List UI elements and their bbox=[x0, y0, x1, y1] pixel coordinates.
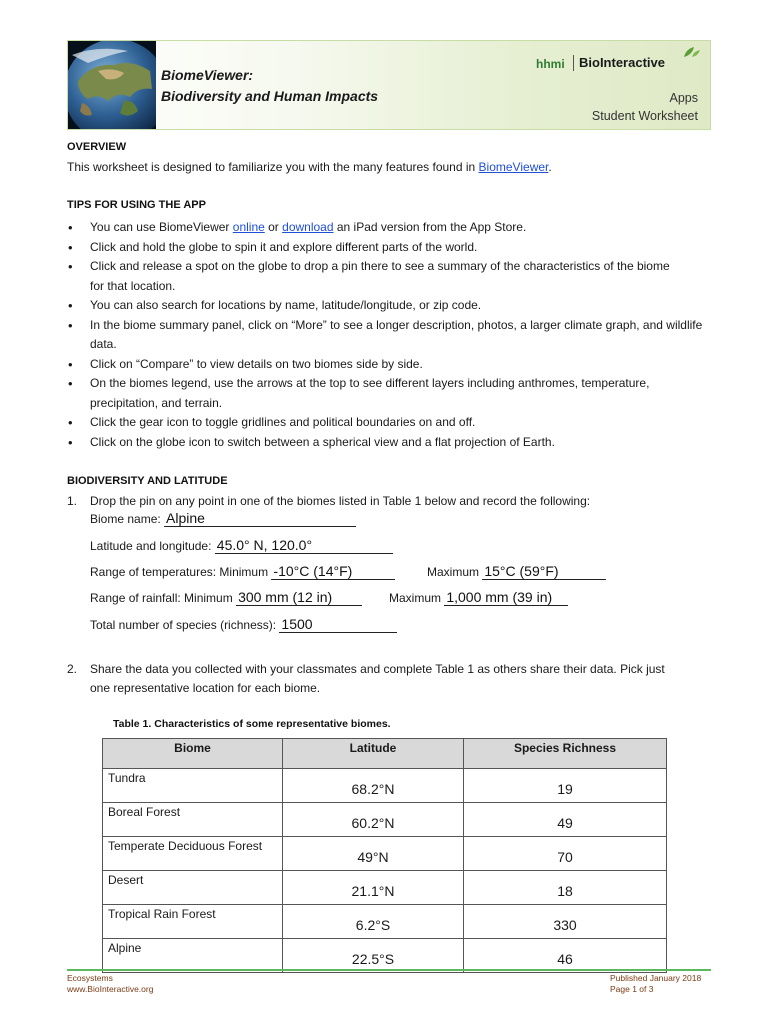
cell-latitude[interactable]: 22.5°S bbox=[283, 939, 464, 973]
footer-divider bbox=[67, 969, 711, 971]
logo-hhmi: hhmi bbox=[536, 57, 565, 71]
footer-website: www.BioInteractive.org bbox=[67, 984, 154, 994]
cell-biome: Tundra bbox=[103, 769, 283, 803]
temp-min-answer[interactable]: -10°C (14°F) bbox=[271, 563, 395, 580]
globe-image bbox=[68, 41, 156, 129]
cell-richness[interactable]: 70 bbox=[464, 837, 667, 871]
rain-min-label: Range of rainfall: Minimum bbox=[90, 591, 237, 605]
cell-latitude[interactable]: 21.1°N bbox=[283, 871, 464, 905]
cell-biome: Tropical Rain Forest bbox=[103, 905, 283, 939]
cell-biome: Temperate Deciduous Forest bbox=[103, 837, 283, 871]
table-row bbox=[103, 871, 667, 905]
table-caption: Table 1. Characteristics of some representative biomes. bbox=[113, 718, 391, 730]
species-row bbox=[90, 616, 397, 633]
latlon-label: Latitude and longitude: bbox=[90, 539, 215, 553]
rain-max-label: Maximum bbox=[389, 591, 445, 605]
header-subtitle bbox=[592, 89, 698, 125]
tip-item: • You can also search for locations by name, latitude/longitude, or zip code. bbox=[67, 296, 717, 316]
table-row bbox=[103, 837, 667, 871]
online-link[interactable]: online bbox=[232, 220, 265, 234]
cell-richness[interactable]: 18 bbox=[464, 871, 667, 905]
title-line-1: BiomeViewer: bbox=[161, 67, 254, 83]
overview-text-before: This worksheet is designed to familiarize you with the many features found in bbox=[67, 160, 479, 174]
cell-biome: Desert bbox=[103, 871, 283, 905]
tip-item: • Click on the globe icon to switch between a spherical view and a flat projection of Earth. bbox=[67, 433, 717, 453]
overview-text-after: . bbox=[548, 160, 552, 174]
species-answer[interactable]: 1500 bbox=[279, 616, 397, 633]
table-row bbox=[103, 803, 667, 837]
rainfall-row bbox=[90, 589, 362, 606]
tip-text: You can use BiomeViewer bbox=[90, 220, 233, 234]
footer-unit: Ecosystems bbox=[67, 973, 113, 983]
biome-name-row bbox=[90, 510, 356, 527]
table-row bbox=[103, 905, 667, 939]
tip-item: • Click and release a spot on the globe to drop a pin there to see a summary of the characteristics of the biome for that location. bbox=[67, 257, 675, 296]
table-header-row bbox=[103, 739, 667, 769]
overview-text bbox=[67, 160, 552, 174]
rain-max-answer[interactable]: 1,000 mm (39 in) bbox=[444, 589, 568, 606]
tip-item: • In the biome summary panel, click on “More” to see a longer description, photos, a larger climate graph, and wildlife data. bbox=[67, 316, 720, 355]
cell-richness[interactable]: 330 bbox=[464, 905, 667, 939]
tip-item: • On the biomes legend, use the arrows at the top to see different layers including anthromes, temperature, precipitation, and terrain. bbox=[67, 374, 705, 413]
rain-min-answer[interactable]: 300 mm (12 in) bbox=[236, 589, 362, 606]
cell-richness[interactable]: 46 bbox=[464, 939, 667, 973]
leaf-icon bbox=[682, 45, 702, 59]
question-1-text: Drop the pin on any point in one of the biomes listed in Table 1 below and record the following: bbox=[90, 494, 591, 508]
latlon-answer[interactable]: 45.0° N, 120.0° bbox=[215, 537, 393, 554]
tips-list bbox=[67, 218, 717, 452]
biome-name-answer[interactable]: Alpine bbox=[164, 510, 356, 527]
header-category: Apps bbox=[669, 91, 698, 105]
cell-latitude[interactable]: 6.2°S bbox=[283, 905, 464, 939]
header-biome: Biome bbox=[103, 739, 283, 769]
latlon-row bbox=[90, 537, 393, 554]
biodiversity-heading: BIODIVERSITY AND LATITUDE bbox=[67, 475, 228, 487]
biomeviewer-link[interactable]: BiomeViewer bbox=[478, 160, 549, 174]
temperature-max-row bbox=[427, 563, 606, 580]
temp-max-answer[interactable]: 15°C (59°F) bbox=[482, 563, 606, 580]
question-1-number: 1. bbox=[67, 494, 78, 508]
cell-richness[interactable]: 19 bbox=[464, 769, 667, 803]
rainfall-max-row bbox=[389, 589, 568, 606]
tips-heading: TIPS FOR USING THE APP bbox=[67, 199, 206, 211]
tip-item: • Click and hold the globe to spin it and explore different parts of the world. bbox=[67, 238, 717, 258]
biomes-table bbox=[102, 738, 667, 973]
tip-text: an iPad version from the App Store. bbox=[333, 220, 527, 234]
tip-item: • Click on “Compare” to view details on two biomes side by side. bbox=[67, 355, 717, 375]
logo-brand: BioInteractive bbox=[579, 55, 665, 70]
title-line-2: Biodiversity and Human Impacts bbox=[161, 88, 379, 104]
logo-divider bbox=[573, 55, 574, 71]
cell-biome: Alpine bbox=[103, 939, 283, 973]
table-row bbox=[103, 939, 667, 973]
table-row bbox=[103, 769, 667, 803]
header-banner bbox=[67, 40, 711, 130]
temp-max-label: Maximum bbox=[427, 565, 483, 579]
cell-latitude[interactable]: 68.2°N bbox=[283, 769, 464, 803]
temperature-row bbox=[90, 563, 395, 580]
header-species-richness: Species Richness bbox=[464, 739, 667, 769]
cell-latitude[interactable]: 60.2°N bbox=[283, 803, 464, 837]
tip-text: or bbox=[264, 220, 283, 234]
overview-heading: OVERVIEW bbox=[67, 141, 127, 153]
tip-item: • Click the gear icon to toggle gridlines and political boundaries on and off. bbox=[67, 413, 717, 433]
download-link[interactable]: download bbox=[282, 220, 334, 234]
footer-published: Published January 2018 bbox=[610, 973, 702, 983]
header-doc-type: Student Worksheet bbox=[591, 109, 698, 123]
document-title bbox=[161, 65, 378, 107]
biome-name-label: Biome name: bbox=[90, 512, 165, 526]
question-2-line-2: one representative location for each biome. bbox=[90, 681, 321, 695]
tip-item-online bbox=[67, 218, 717, 238]
temp-min-label: Range of temperatures: Minimum bbox=[90, 565, 272, 579]
cell-richness[interactable]: 49 bbox=[464, 803, 667, 837]
cell-biome: Boreal Forest bbox=[103, 803, 283, 837]
question-2-number: 2. bbox=[67, 662, 78, 676]
header-latitude: Latitude bbox=[283, 739, 464, 769]
footer-right bbox=[610, 973, 701, 995]
footer-left bbox=[67, 973, 153, 995]
cell-latitude[interactable]: 49°N bbox=[283, 837, 464, 871]
biointeractive-logo bbox=[536, 51, 696, 75]
question-2-line-1: Share the data you collected with your classmates and complete Table 1 as others share their data. Pick just bbox=[90, 662, 665, 676]
footer-page-number: Page 1 of 3 bbox=[610, 984, 654, 994]
species-label: Total number of species (richness): bbox=[90, 618, 280, 632]
